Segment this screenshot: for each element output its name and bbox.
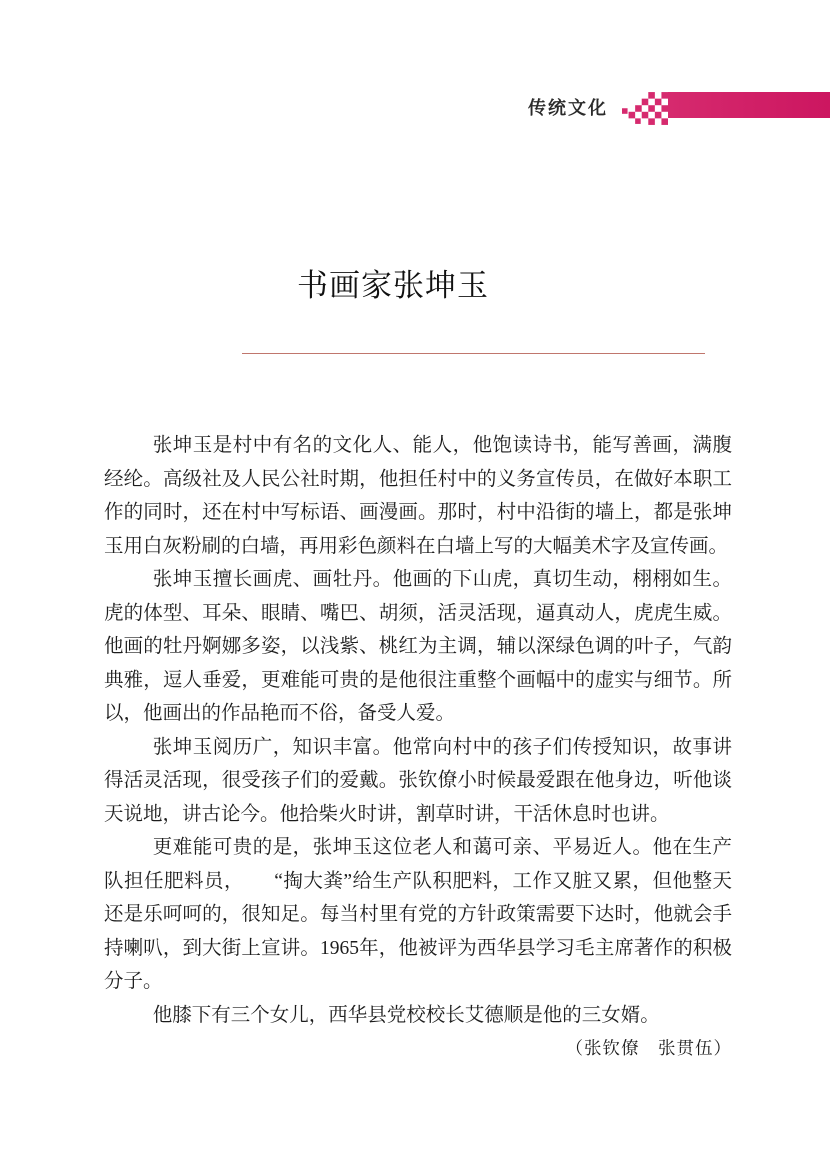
paragraph: 更难能可贵的是，张坤玉这位老人和蔼可亲、平易近人。他在生产队担任肥料员， “掏大粪”给生产队积肥料，工作又脏又累，但他整天还是乐呵呵的，很知足。每当村里有党的方针政策需要下达时，他就会手持喇叭，到大街上宣讲。1965年，他被评为西华县学习毛主席著作的积极分子。 xyxy=(104,837,732,992)
paragraph: 张坤玉阅历广，知识丰富。他常向村中的孩子们传授知识，故事讲得活灵活现，很受孩子们的爱戴。张钦僚小时候最爱跟在他身边，听他谈天说地，讲古论今。他拾柴火时讲，割草时讲，干活休息时也讲。 xyxy=(104,736,732,825)
paragraph: 张坤玉擅长画虎、画牡丹。他画的下山虎，真切生动，栩栩如生。虎的体型、耳朵、眼睛、嘴巴、胡须，活灵活现，逼真动人，虎虎生威。他画的牡丹婀娜多姿，以浅紫、桃红为主调，辅以深绿色调的叶子，气韵典雅，逗人垂爱，更难能可贵的是他很注重整个画幅中的虚实与细节。所以，他画出的作品艳而不俗，备受人爱。 xyxy=(104,569,732,724)
header-accent-bar xyxy=(668,92,830,118)
paragraph: 张坤玉是村中有名的文化人、能人，他饱读诗书，能写善画，满腹经纶。高级社及人民公社时期，他担任村中的义务宣传员，在做好本职工作的同时，还在村中写标语、画漫画。那时，村中沿街的墙上，都是张坤玉用白灰粉刷的白墙，再用彩色颜料在白墙上写的大幅美术字及宣传画。 xyxy=(104,435,732,557)
article-title: 书画家张坤玉 xyxy=(297,268,489,303)
paragraph: 他膝下有三个女儿，西华县党校校长艾德顺是他的三女婿。 xyxy=(152,1004,660,1026)
byline: （张钦僚 张贯伍） xyxy=(565,1038,732,1058)
title-separator-line xyxy=(242,353,705,354)
article-body xyxy=(104,429,732,1066)
checker-pattern-icon xyxy=(622,92,668,125)
section-header-label: 传统文化 xyxy=(528,98,608,118)
